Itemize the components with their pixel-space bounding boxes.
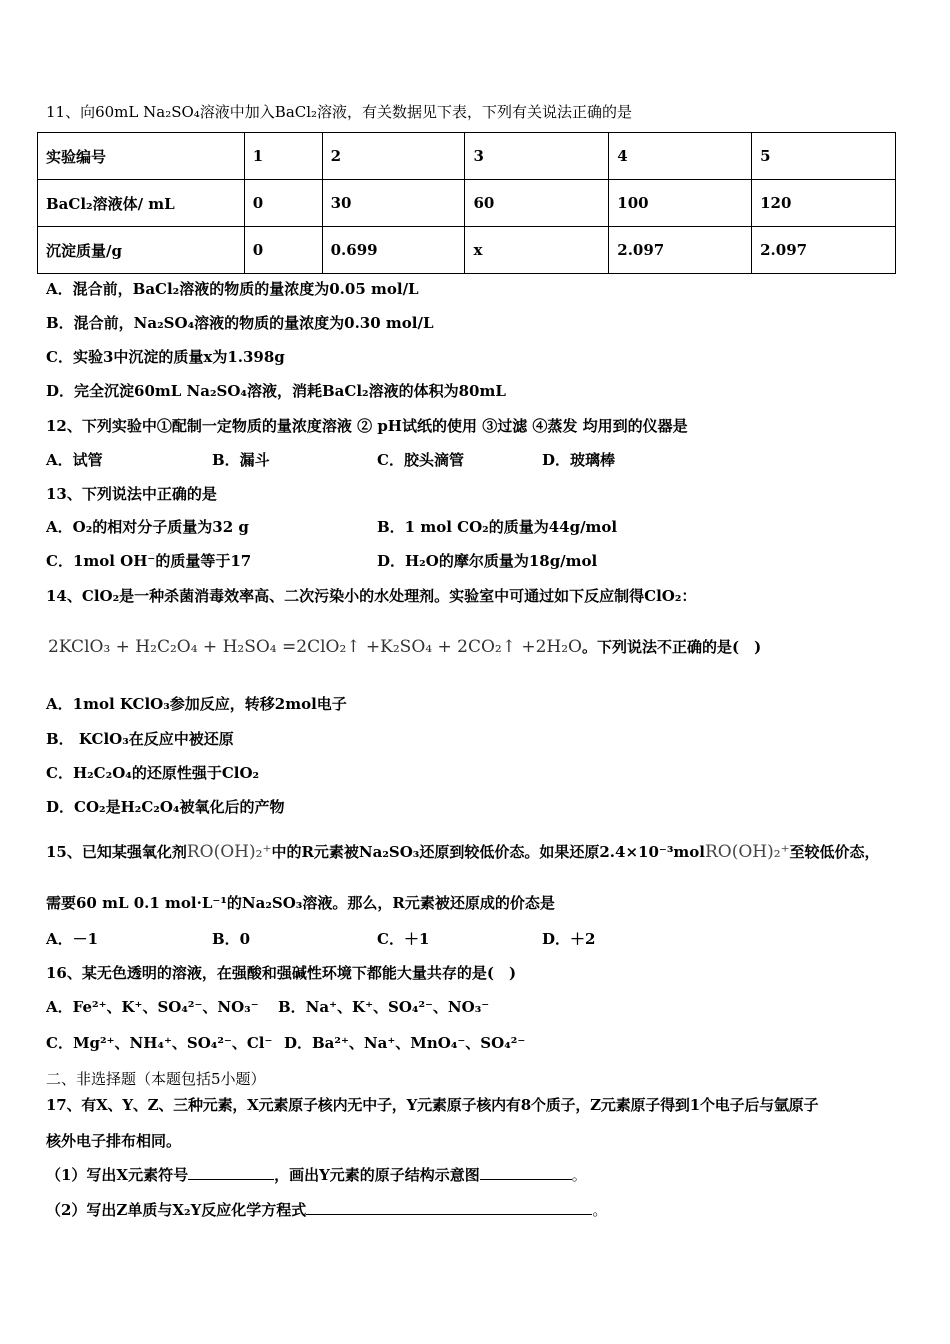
q15-stem-b: 中的R元素被Na₂SO₃还原到较低价态。如果还原2.4×10⁻³mol	[271, 843, 705, 861]
q17-blank-x[interactable]	[188, 1165, 274, 1180]
table-cell: 0	[244, 180, 322, 227]
q13-option-d: D．H₂O的摩尔质量为18g/mol	[377, 552, 598, 570]
table-cell: BaCl₂溶液体/ mL	[38, 180, 245, 227]
table-cell: 0.699	[322, 227, 465, 274]
q14-option-c: C．H₂C₂O₄的还原性强于ClO₂	[46, 764, 260, 782]
q12-stem: 12、下列实验中①配制一定物质的量浓度溶液 ② pH试纸的使用 ③过滤 ④蒸发 均用到的仪器是	[46, 417, 688, 435]
q17-stem-line2: 核外电子排布相同。	[46, 1132, 182, 1150]
q11-data-table	[37, 132, 896, 274]
table-cell: 沉淀质量/g	[38, 227, 245, 274]
table-row	[38, 227, 896, 274]
q15-option-a: A．－1	[46, 930, 99, 948]
q11-option-d: D．完全沉淀60mL Na₂SO₄溶液，消耗BaCl₂溶液的体积为80mL	[46, 382, 506, 400]
q15-ion-2: RO(OH)₂⁺	[704, 842, 790, 862]
table-cell: 60	[465, 180, 609, 227]
q15-stem-line1	[46, 842, 880, 862]
table-cell: 30	[322, 180, 465, 227]
section-2-title: 二、非选择题（本题包括5小题）	[46, 1070, 266, 1088]
q12-option-a: A．试管	[46, 451, 103, 469]
table-cell: 3	[465, 133, 609, 180]
q16-option-b: B．Na⁺、K⁺、SO₄²⁻、NO₃⁻	[278, 998, 490, 1016]
q11-option-c: C．实验3中沉淀的质量x为1.398g	[46, 348, 285, 366]
q15-option-c: C．＋1	[377, 930, 430, 948]
table-cell: 2.097	[752, 227, 896, 274]
q15-option-b: B．0	[212, 930, 251, 948]
table-cell: 2	[322, 133, 465, 180]
q15-ion-1: RO(OH)₂⁺	[186, 842, 272, 862]
q17-blank-equation[interactable]	[306, 1200, 592, 1215]
table-cell: 实验编号	[38, 133, 245, 180]
q17-sub1	[46, 1165, 587, 1185]
q17-blank-y-diagram[interactable]	[480, 1165, 572, 1180]
q15-stem-a: 15、已知某强氧化剂	[46, 843, 187, 861]
table-cell: 5	[752, 133, 896, 180]
table-row	[38, 180, 896, 227]
q17-stem-line1: 17、有X、Y、Z、三种元素，X元素原子核内无中子，Y元素原子核内有8个质子，Z元素原子得到1个电子后与氩原子	[46, 1096, 819, 1114]
q16-stem: 16、某无色透明的溶液，在强酸和强碱性环境下都能大量共存的是( )	[46, 964, 517, 982]
q17-sub1-c: 。	[571, 1166, 587, 1184]
table-cell: 120	[752, 180, 896, 227]
q11-option-a: A．混合前，BaCl₂溶液的物质的量浓度为0.05 mol/L	[46, 280, 419, 298]
q12-option-d: D．玻璃棒	[542, 451, 616, 469]
q14-stem: 14、ClO₂是一种杀菌消毒效率高、二次污染小的水处理剂。实验室中可通过如下反应制得ClO₂：	[46, 587, 697, 605]
q16-option-d: D．Ba²⁺、Na⁺、MnO₄⁻、SO₄²⁻	[284, 1034, 526, 1052]
q13-stem: 13、下列说法中正确的是	[46, 485, 217, 503]
q17-sub2-b: 。	[592, 1201, 608, 1219]
q15-stem-line2: 需要60 mL 0.1 mol·L⁻¹的Na₂SO₃溶液。那么，R元素被还原成的价态是	[46, 894, 555, 912]
q13-option-b: B．1 mol CO₂的质量为44g/mol	[377, 518, 618, 536]
q15-option-d: D．＋2	[542, 930, 596, 948]
q13-option-a: A．O₂的相对分子质量为32 g	[46, 518, 249, 536]
q11-stem: 11、向60mL Na₂SO₄溶液中加入BaCl₂溶液，有关数据见下表，下列有关说法正确的是	[46, 103, 633, 121]
q14-equation: 2KClO₃ + H₂C₂O₄ + H₂SO₄ =2ClO₂↑ +K₂SO₄ + 2CO₂↑ +2H₂O	[48, 637, 582, 657]
q14-option-a: A．1mol KClO₃参加反应，转移2mol电子	[46, 695, 347, 713]
q14-question: 。下列说法不正确的是( )	[582, 638, 762, 656]
q17-sub1-b: ，画出Y元素的原子结构示意图	[274, 1166, 480, 1184]
table-cell: 100	[609, 180, 752, 227]
q12-option-c: C．胶头滴管	[377, 451, 464, 469]
table-cell: 4	[609, 133, 752, 180]
table-row	[38, 133, 896, 180]
q16-option-a: A．Fe²⁺、K⁺、SO₄²⁻、NO₃⁻	[46, 998, 259, 1016]
q16-option-c: C．Mg²⁺、NH₄⁺、SO₄²⁻、Cl⁻	[46, 1034, 273, 1052]
q14-option-d: D．CO₂是H₂C₂O₄被氧化后的产物	[46, 798, 285, 816]
q17-sub2-a: （2）写出Z单质与X₂Y反应化学方程式	[46, 1201, 307, 1219]
table-cell: 1	[244, 133, 322, 180]
q15-stem-c: 至较低价态，	[789, 843, 880, 861]
q17-sub1-a: （1）写出X元素符号	[46, 1166, 189, 1184]
q13-option-c: C．1mol OH⁻的质量等于17	[46, 552, 252, 570]
q14-equation-line	[48, 637, 761, 657]
q17-sub2	[46, 1200, 607, 1220]
q14-option-b: B． KClO₃在反应中被还原	[46, 730, 234, 748]
table-cell: 0	[244, 227, 322, 274]
q12-option-b: B．漏斗	[212, 451, 270, 469]
q11-option-b: B．混合前，Na₂SO₄溶液的物质的量浓度为0.30 mol/L	[46, 314, 434, 332]
table-cell: x	[465, 227, 609, 274]
table-cell: 2.097	[609, 227, 752, 274]
